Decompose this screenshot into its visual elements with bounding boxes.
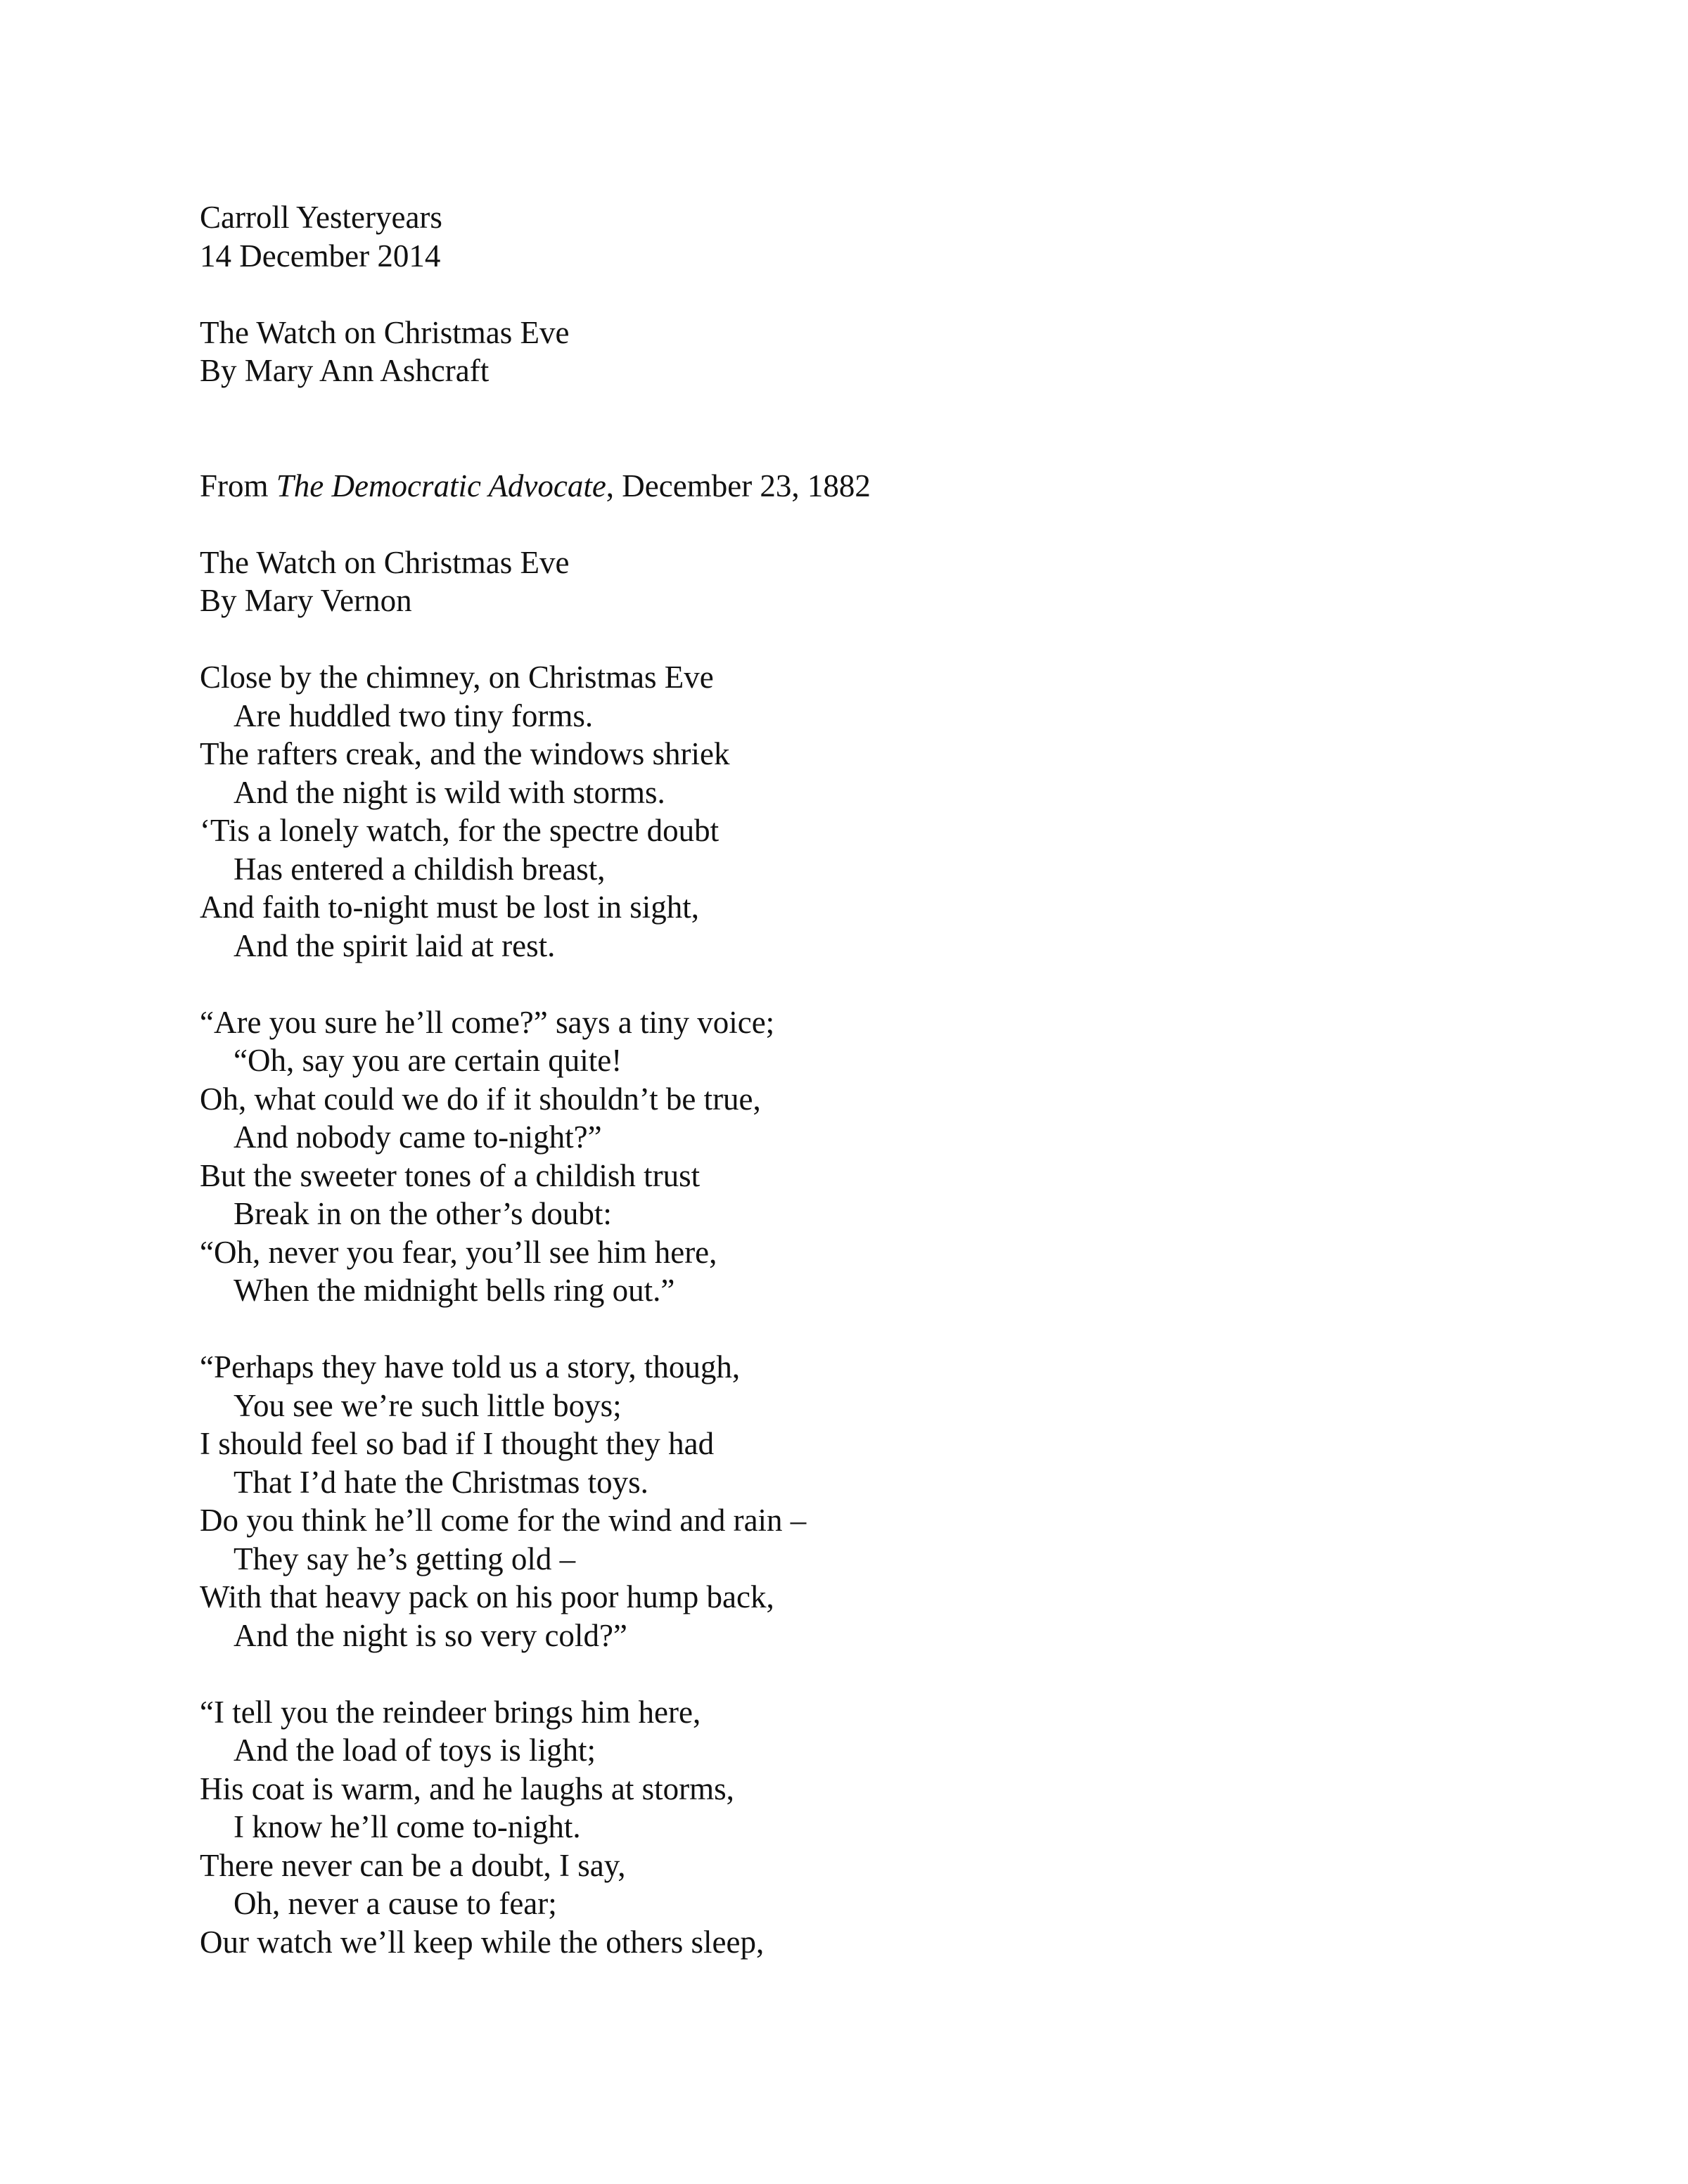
poem-line: Has entered a childish breast, (234, 851, 606, 887)
poem-line: That I’d hate the Christmas toys. (234, 1464, 648, 1500)
spacer (200, 390, 1536, 467)
article-byline: By Mary Ann Ashcraft (200, 353, 490, 388)
poem-line: Close by the chimney, on Christmas Eve (200, 660, 714, 695)
poem-line: And faith to-night must be lost in sight, (200, 889, 699, 925)
poem-line: “I tell you the reindeer brings him here, (200, 1694, 701, 1730)
poem-line: I should feel so bad if I thought they had (200, 1426, 715, 1461)
poem-title: The Watch on Christmas Eve (200, 544, 570, 580)
poem-line: And the night is so very cold?” (234, 1617, 627, 1653)
column-name: Carroll Yesteryears (200, 200, 442, 235)
poem-line: But the sweeter tones of a childish trust (200, 1157, 701, 1193)
poem-line: With that heavy pack on his poor hump back, (200, 1579, 774, 1614)
poem-line: His coat is warm, and he laughs at storms, (200, 1771, 734, 1806)
poem-line: I know he’ll come to-night. (234, 1809, 581, 1844)
poem-line: Oh, never a cause to fear; (234, 1886, 557, 1921)
spacer (200, 275, 1536, 314)
poem-stanza (200, 1693, 1536, 1962)
poem-line: They say he’s getting old – (234, 1541, 576, 1576)
publication-date: 14 December 2014 (200, 238, 441, 274)
poem-line: The rafters creak, and the windows shriek (200, 736, 730, 771)
source-suffix: , December 23, 1882 (606, 468, 871, 503)
source-publication: The Democratic Advocate (276, 468, 606, 503)
spacer (200, 505, 1536, 544)
poem-line: When the midnight bells ring out.” (234, 1273, 675, 1308)
article-title: The Watch on Christmas Eve (200, 314, 570, 350)
poem-line: “Perhaps they have told us a story, though, (200, 1349, 741, 1385)
poem-line: “Oh, say you are certain quite! (234, 1043, 622, 1078)
spacer (200, 1310, 1536, 1349)
source-prefix: From (200, 468, 276, 503)
poem-line: There never can be a doubt, I say, (200, 1847, 626, 1883)
poem-stanza (200, 1348, 1536, 1655)
document-page (200, 198, 1536, 1961)
poem-line: And the spirit laid at rest. (234, 927, 556, 963)
poem-line: You see we’re such little boys; (234, 1387, 622, 1423)
poem-line: “Are you sure he’ll come?” says a tiny voice; (200, 1004, 775, 1040)
poem-line: Our watch we’ll keep while the others sleep, (200, 1924, 765, 1960)
poem-byline: By Mary Vernon (200, 583, 412, 618)
poem-line: Break in on the other’s doubt: (234, 1196, 612, 1231)
poem-line: Are huddled two tiny forms. (234, 698, 594, 733)
spacer (200, 965, 1536, 1003)
poem-line: “Oh, never you fear, you’ll see him here, (200, 1234, 717, 1270)
poem-stanza (200, 658, 1536, 965)
poem-line: And the load of toys is light; (234, 1733, 596, 1768)
spacer (200, 620, 1536, 659)
source-line (200, 467, 1536, 506)
spacer (200, 1655, 1536, 1693)
poem-line: And the night is wild with storms. (234, 774, 665, 810)
poem-line: Do you think he’ll come for the wind and rain – (200, 1503, 807, 1538)
poem-line: And nobody came to-night?” (234, 1119, 602, 1155)
poem-line: ‘Tis a lonely watch, for the spectre doubt (200, 813, 720, 848)
poem-line: Oh, what could we do if it shouldn’t be true, (200, 1081, 761, 1117)
poem-stanza (200, 1003, 1536, 1310)
